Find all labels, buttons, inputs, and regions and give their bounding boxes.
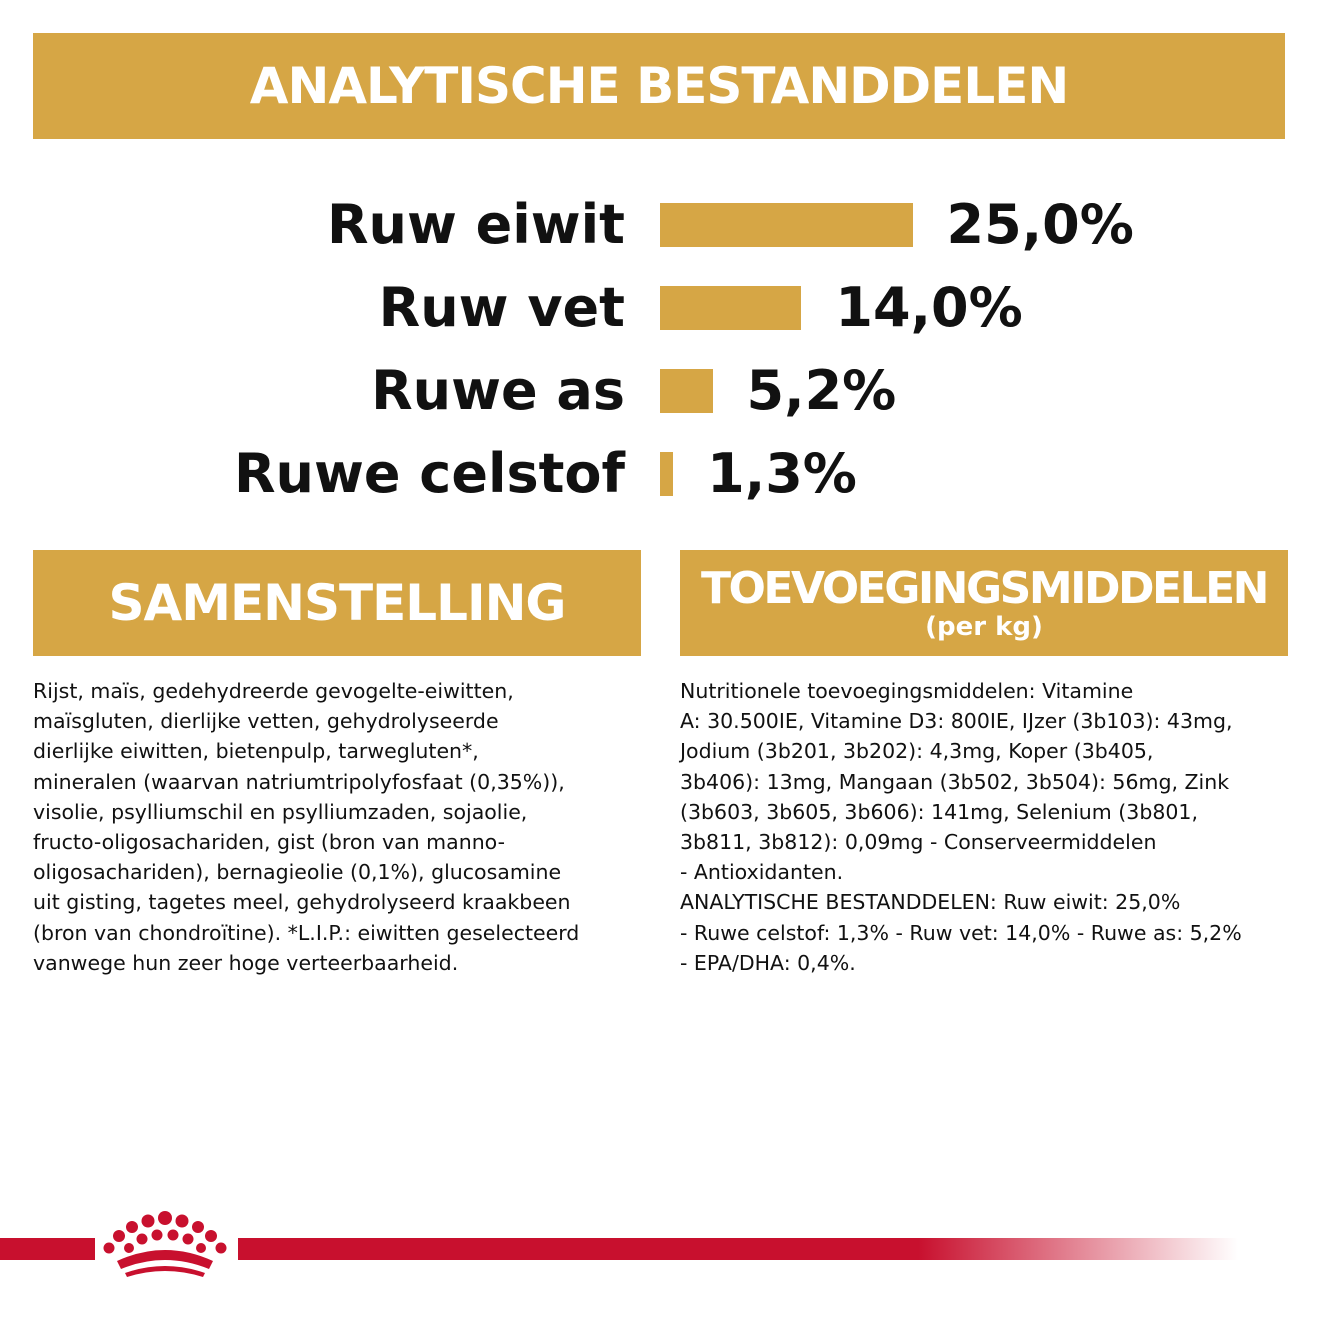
text-line: oligosachariden), bernagieolie (0,1%), glucosamine [33,860,562,885]
brand-line-left [0,1238,95,1260]
text-line: (bron van chondroïtine). *L.I.P.: eiwitten geselecteerd [33,920,580,945]
analytische-bestanddelen-title: ANALYTISCHE BESTANDDELEN [249,57,1069,115]
nutrient-label: Ruwe as [371,359,625,422]
text-line: A: 30.500IE, Vitamine D3: 800IE, IJzer (3b103): 43mg, [680,709,1233,734]
samenstelling-banner [33,550,641,656]
text-line: mineralen (waarvan natriumtripolyfosfaat (0,35%)), [33,769,565,794]
nutrient-row-ruwe-celstof [0,444,1320,504]
text-line: Rijst, maïs, gedehydreerde gevogelte-eiwitten, [33,679,514,703]
nutrient-bar [660,203,913,247]
text-line: - EPA/DHA: 0,4%. [680,950,856,975]
text-line: fructo-oligosachariden, gist (bron van manno- [33,830,506,855]
text-line: uit gisting, tagetes meel, gehydrolyseerd kraakbeen [33,890,571,915]
nutrient-bar [660,286,801,330]
nutrient-row-ruwe-as [0,361,1320,421]
royal-canin-crown-icon [95,1205,235,1285]
brand-line-right [238,1238,1238,1260]
text-line: maïsgluten, dierlijke vetten, gehydrolyseerde [33,709,499,734]
text-line: 3b811, 3b812): 0,09mg - Conserveermiddelen [680,830,1157,855]
text-line: visolie, psylliumschil en psylliumzaden, sojaolie, [33,799,528,824]
text-line: 3b406): 13mg, Mangaan (3b502, 3b504): 56mg, Zink [680,769,1230,794]
nutrient-value: 14,0% [835,276,1023,339]
text-line: Nutritionele toevoegingsmiddelen: Vitamine [680,679,1134,703]
analytische-bestanddelen-banner [33,33,1285,139]
nutrient-value: 5,2% [746,359,897,422]
samenstelling-text [33,676,643,978]
toevoegingsmiddelen-banner [680,550,1288,656]
text-line: vanwege hun zeer hoge verteerbaarheid. [33,950,459,975]
nutrient-row-ruw-eiwit [0,195,1320,255]
nutrient-label: Ruw vet [378,276,625,339]
nutrient-bar [660,369,713,413]
text-line: dierlijke eiwitten, bietenpulp, tarwegluten*, [33,739,479,764]
nutrient-value: 1,3% [707,442,857,505]
nutrient-bar [660,452,673,496]
text-line: ANALYTISCHE BESTANDDELEN: Ruw eiwit: 25,0% [680,890,1181,915]
nutrient-label: Ruw eiwit [326,193,625,256]
nutrient-label: Ruwe celstof [233,442,625,505]
nutrient-row-ruw-vet [0,278,1320,338]
text-line: (3b603, 3b605, 3b606): 141mg, Selenium (3b801, [680,799,1198,824]
toevoegingsmiddelen-subtitle: (per kg) [925,612,1043,642]
toevoegingsmiddelen-text [680,676,1290,978]
samenstelling-title: SAMENSTELLING [108,574,566,632]
toevoegingsmiddelen-title: TOEVOEGINGSMIDDELEN [700,563,1267,614]
text-line: - Antioxidanten. [680,860,844,885]
text-line: Jodium (3b201, 3b202): 4,3mg, Koper (3b405, [680,739,1154,764]
nutrient-value: 25,0% [946,193,1134,256]
text-line: - Ruwe celstof: 1,3% - Ruw vet: 14,0% - Ruwe as: 5,2% [680,920,1242,945]
